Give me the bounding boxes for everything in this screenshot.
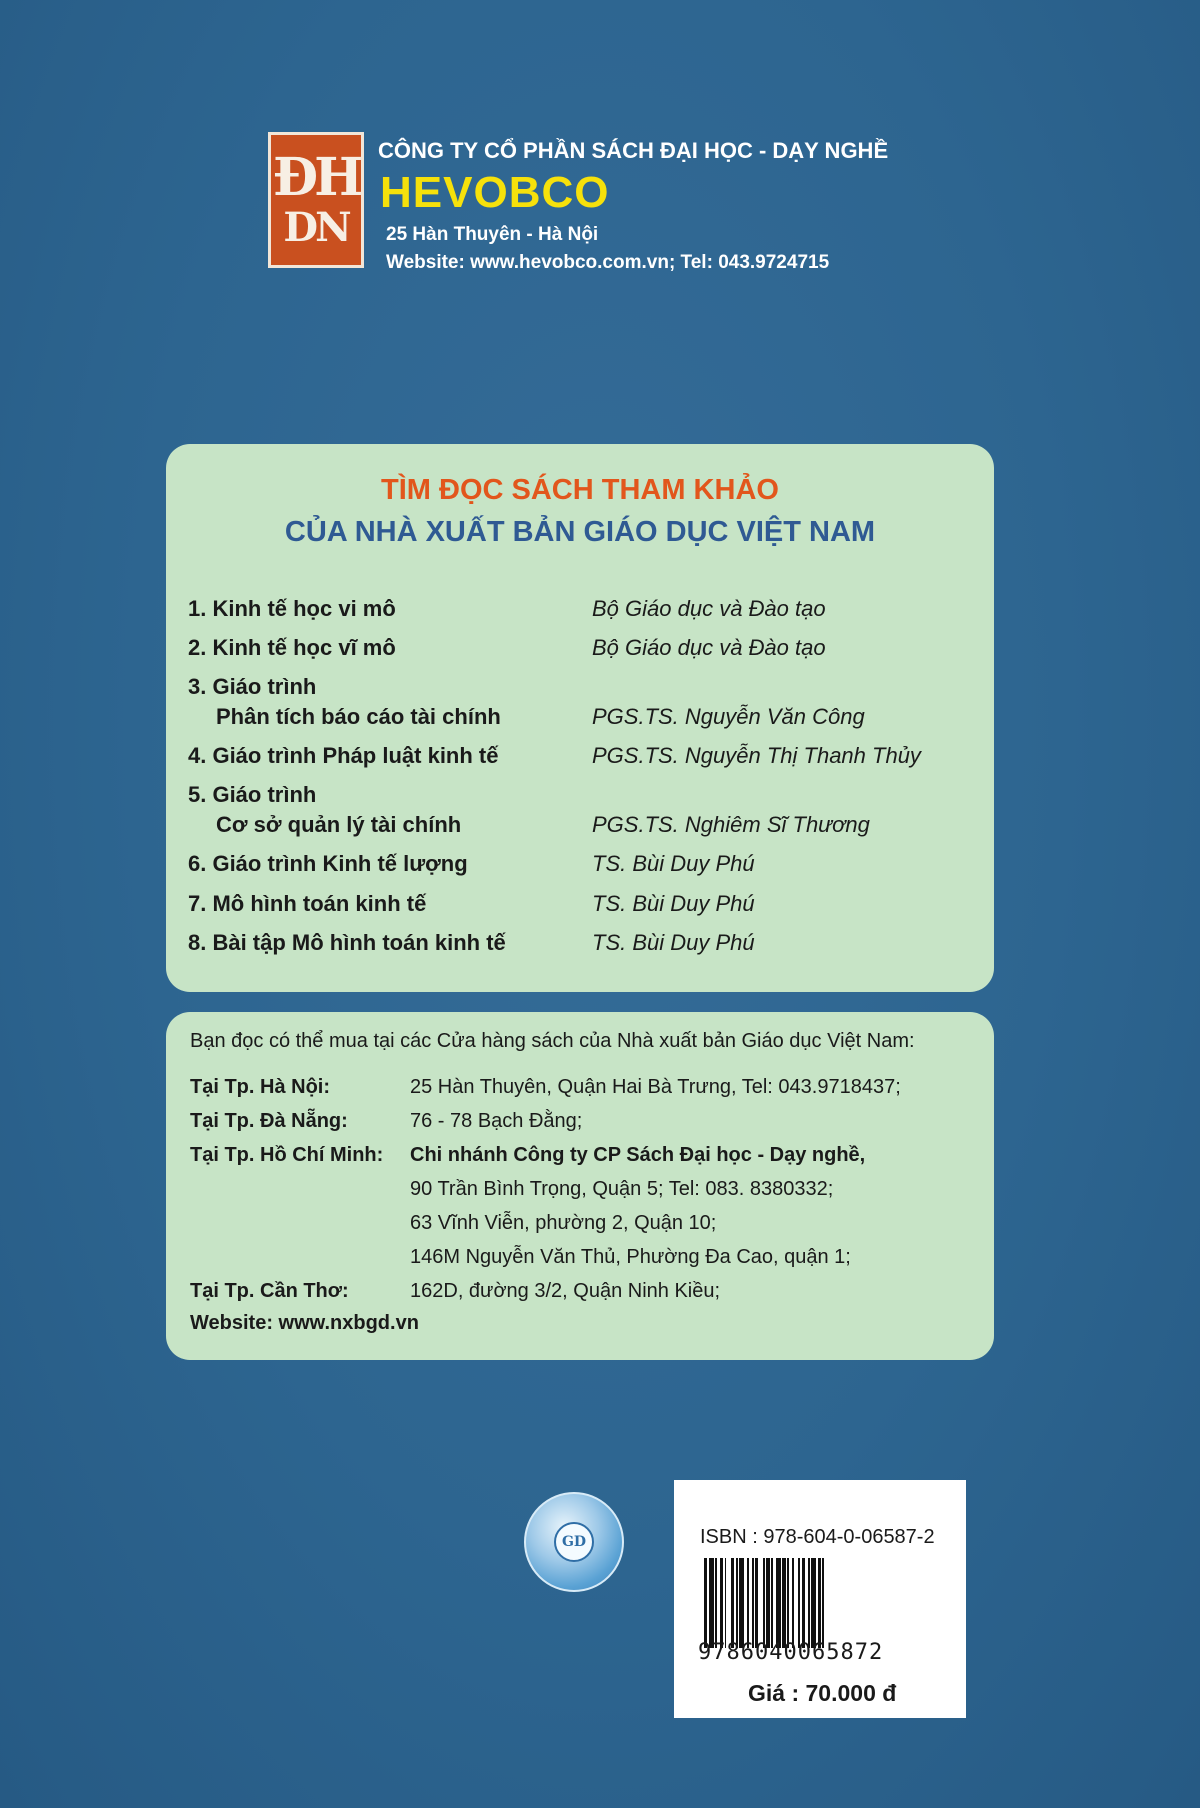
- book-author: PGS.TS. Nguyễn Thị Thanh Thủy: [592, 743, 921, 768]
- book-author: PGS.TS. Nguyễn Văn Công: [592, 704, 865, 729]
- store-address: 146M Nguyễn Văn Thủ, Phường Đa Cao, quận 1;: [410, 1246, 851, 1268]
- barcode-bar: [776, 1558, 781, 1648]
- book-title: 5. Giáo trình: [188, 782, 317, 807]
- barcode-bar: [766, 1558, 769, 1648]
- barcode-bar: [736, 1558, 738, 1648]
- barcode-bar: [811, 1558, 816, 1648]
- store-branch-name: Chi nhánh Công ty CP Sách Đại học - Dạy nghề,: [410, 1144, 866, 1166]
- store-address: 90 Trần Bình Trọng, Quận 5; Tel: 083. 8380332;: [410, 1178, 834, 1200]
- barcode-bar: [763, 1558, 765, 1648]
- isbn-label: ISBN : 978-604-0-06587-2: [700, 1526, 935, 1548]
- book-title: 8. Bài tập Mô hình toán kinh tế: [188, 930, 506, 955]
- barcode-bar: [818, 1558, 821, 1648]
- barcode-bar: [739, 1558, 744, 1648]
- barcode-bar: [808, 1558, 810, 1648]
- store-address: 25 Hàn Thuyên, Quận Hai Bà Trưng, Tel: 043.9718437;: [410, 1076, 901, 1098]
- store-city-label: Tại Tp. Đà Nẵng:: [190, 1110, 348, 1132]
- publisher-logo: [268, 132, 364, 268]
- book-author: TS. Bùi Duy Phú: [592, 930, 755, 955]
- publisher-address: 25 Hàn Thuyên - Hà Nội: [386, 224, 599, 245]
- book-title-line2: Cơ sở quản lý tài chính: [216, 812, 462, 837]
- store-row-danang: [166, 1110, 994, 1140]
- isbn-box: [674, 1480, 966, 1718]
- barcode-bar: [731, 1558, 734, 1648]
- publisher-block: [268, 132, 968, 282]
- logo-text-top: ĐH: [272, 147, 360, 208]
- reference-books-panel: [166, 444, 994, 992]
- book-author: TS. Bùi Duy Phú: [592, 851, 755, 876]
- stores-panel: [166, 1012, 994, 1360]
- store-city-label: Tại Tp. Hà Nội:: [190, 1076, 330, 1098]
- stores-website: Website: www.nxbgd.vn: [190, 1312, 419, 1334]
- store-address: 76 - 78 Bạch Đằng;: [410, 1110, 583, 1132]
- barcode-bar: [798, 1558, 800, 1648]
- price-label: Giá : 70.000 đ: [748, 1680, 897, 1706]
- barcode-digits: 9786040065872: [698, 1640, 884, 1665]
- book-title: 3. Giáo trình: [188, 674, 317, 699]
- book-author: PGS.TS. Nghiêm Sĩ Thương: [592, 812, 870, 837]
- barcode-bar: [704, 1558, 707, 1648]
- barcode-bar: [752, 1558, 754, 1648]
- book-title: 7. Mô hình toán kinh tế: [188, 891, 427, 916]
- book-title: 2. Kinh tế học vĩ mô: [188, 635, 396, 660]
- store-city-label: Tại Tp. Cần Thơ:: [190, 1280, 349, 1302]
- store-row-cantho: [166, 1280, 994, 1310]
- book-title-line2: Phân tích báo cáo tài chính: [216, 704, 501, 729]
- store-address: 162D, đường 3/2, Quận Ninh Kiều;: [410, 1280, 721, 1302]
- store-city-label: Tại Tp. Hồ Chí Minh:: [190, 1144, 384, 1166]
- reference-title-line1: TÌM ĐỌC SÁCH THAM KHẢO: [381, 474, 779, 506]
- store-row-hcm-addr1: [166, 1178, 994, 1208]
- barcode-bar: [802, 1558, 805, 1648]
- barcode-bar: [787, 1558, 789, 1648]
- barcode-bar: [709, 1558, 714, 1648]
- publisher-website: Website: www.hevobco.com.vn; Tel: 043.9724715: [386, 252, 830, 273]
- seal-emblem-icon: GD: [554, 1522, 594, 1562]
- reference-title-line2: CỦA NHÀ XUẤT BẢN GIÁO DỤC VIỆT NAM: [284, 516, 876, 548]
- store-row-hcm: [166, 1144, 994, 1174]
- book-title: 6. Giáo trình Kinh tế lượng: [188, 851, 468, 876]
- book-author: TS. Bùi Duy Phú: [592, 891, 755, 916]
- book-title: 1. Kinh tế học vi mô: [188, 596, 396, 621]
- store-row-hanoi: [166, 1076, 994, 1106]
- hologram-seal: [524, 1492, 624, 1592]
- barcode-bar: [720, 1558, 723, 1648]
- logo-text-bottom: DN: [283, 204, 349, 251]
- book-author: Bộ Giáo dục và Đào tạo: [592, 635, 826, 660]
- barcode-bar: [747, 1558, 749, 1648]
- barcode-bar: [725, 1558, 727, 1648]
- store-row-hcm-addr3: [166, 1246, 994, 1276]
- barcode-bar: [782, 1558, 785, 1648]
- publisher-brand: HEVOBCO: [380, 168, 610, 217]
- book-title: 4. Giáo trình Pháp luật kinh tế: [188, 743, 499, 768]
- barcode-bar: [822, 1558, 824, 1648]
- barcode-bar: [755, 1558, 758, 1648]
- book-author: Bộ Giáo dục và Đào tạo: [592, 596, 826, 621]
- publisher-company: CÔNG TY CỔ PHẦN SÁCH ĐẠI HỌC - DẠY NGHỀ: [378, 138, 889, 163]
- barcode-bar: [715, 1558, 717, 1648]
- barcode-bar: [771, 1558, 773, 1648]
- stores-intro: Bạn đọc có thể mua tại các Cửa hàng sách của Nhà xuất bản Giáo dục Việt Nam:: [190, 1030, 915, 1052]
- store-row-hcm-addr2: [166, 1212, 994, 1242]
- store-address: 63 Vĩnh Viễn, phường 2, Quận 10;: [410, 1212, 717, 1234]
- barcode-bar: [792, 1558, 794, 1648]
- barcode: [704, 1558, 936, 1648]
